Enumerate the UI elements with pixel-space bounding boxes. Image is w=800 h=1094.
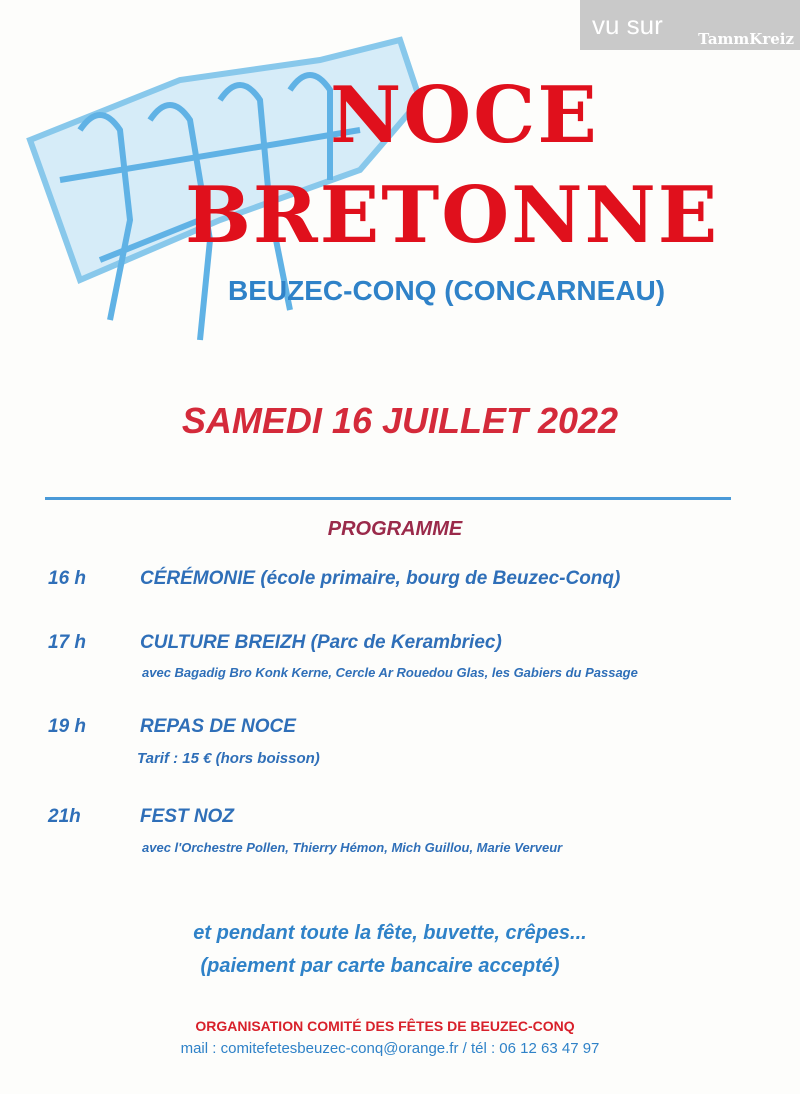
organisation: ORGANISATION COMITÉ DES FÊTES DE BEUZEC-CONQ <box>195 1018 575 1034</box>
time-21h: 21h <box>48 806 81 827</box>
extra-line-1: et pendant toute la fête, buvette, crêpes... <box>193 922 587 944</box>
event-repas: REPAS DE NOCE <box>140 716 296 737</box>
detail-fest-noz: avec l'Orchestre Pollen, Thierry Hémon, Mich Guillou, Marie Verveur <box>142 840 563 855</box>
detail-repas: Tarif : 15 € (hors boisson) <box>137 750 320 767</box>
location: BEUZEC-CONQ (CONCARNEAU) <box>228 275 666 306</box>
badge-text: vu sur <box>592 10 663 40</box>
event-date: SAMEDI 16 JUILLET 2022 <box>181 400 619 441</box>
tammkreiz-badge[interactable] <box>580 0 800 50</box>
time-16h: 16 h <box>48 568 87 589</box>
tammkreiz-logo: TammKreiz <box>698 30 794 48</box>
extra-line-2: (paiement par carte bancaire accepté) <box>200 955 560 977</box>
time-19h: 19 h <box>48 716 87 737</box>
programme-heading: PROGRAMME <box>327 518 463 540</box>
title-line-2: BRETONNE <box>185 170 720 261</box>
detail-culture-breizh: avec Bagadig Bro Konk Kerne, Cercle Ar Rouedou Glas, les Gabiers du Passage <box>142 665 638 680</box>
title-line-1: NOCE <box>330 70 599 161</box>
contact: mail : comitefetesbeuzec-conq@orange.fr / tél : 06 12 63 47 97 <box>180 1040 600 1057</box>
time-17h: 17 h <box>48 632 87 653</box>
event-culture-breizh: CULTURE BREIZH (Parc de Kerambriec) <box>140 632 502 653</box>
event-fest-noz: FEST NOZ <box>140 806 234 827</box>
divider <box>45 497 731 500</box>
event-ceremonie: CÉRÉMONIE (école primaire, bourg de Beuzec-Conq) <box>140 568 621 589</box>
